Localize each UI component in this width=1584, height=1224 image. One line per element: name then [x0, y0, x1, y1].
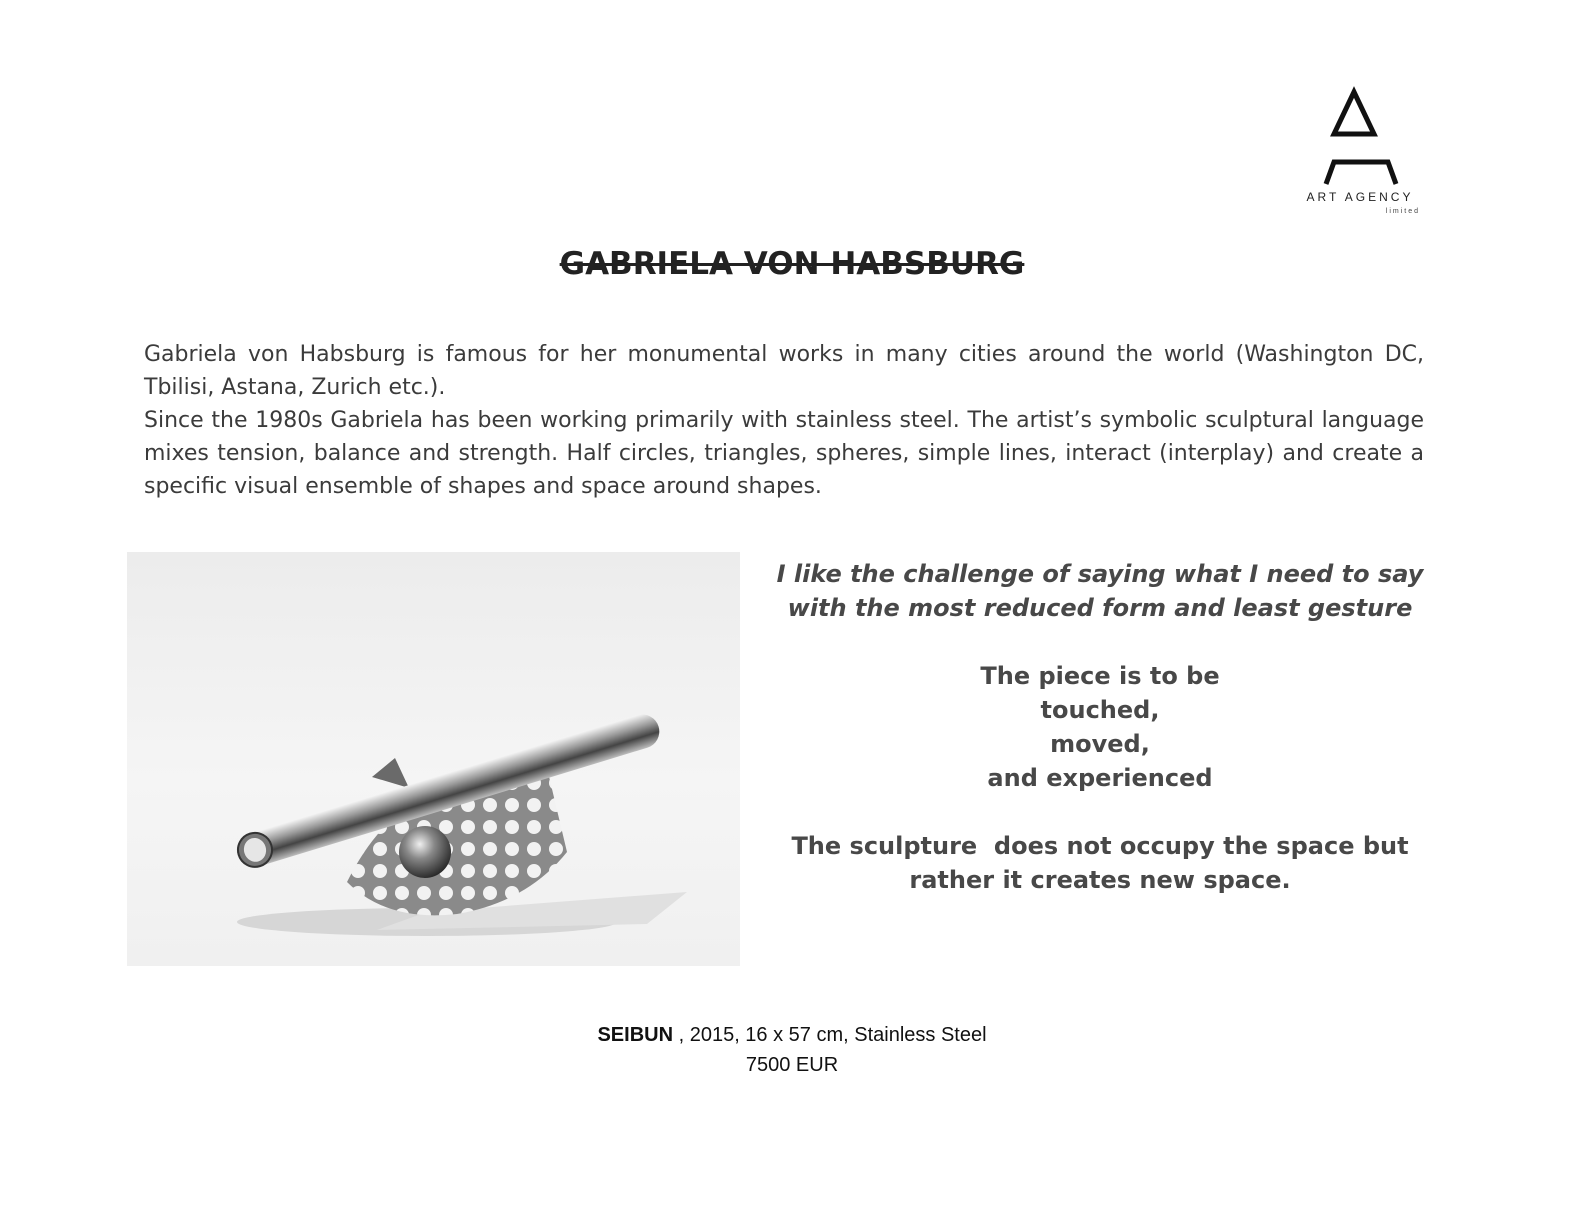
artwork-details [0, 1020, 1584, 1050]
artwork-specs: , 2015, 16 x 57 cm, Stainless Steel [673, 1024, 987, 1046]
intro-text [144, 338, 1424, 503]
intro-paragraph: Gabriela von Habsburg is famous for her monumental works in many cities around the world (Washington DC, Tbilisi, Astana, Zurich etc.). [144, 342, 1424, 400]
artwork-price: 7500 EUR [745, 1054, 839, 1076]
artist-quote [770, 557, 1430, 897]
quote-line: rather it creates new space. [909, 866, 1291, 894]
quote-line: I like the challenge of saying what I need to say [776, 560, 1424, 588]
art-agency-logo [1300, 86, 1430, 222]
quote-line: with the most reduced form and least gesture [787, 594, 1413, 622]
triangle-logo-icon [1300, 86, 1420, 186]
logo-subtitle: limited [1385, 208, 1420, 215]
artwork-name: SEIBUN [597, 1024, 674, 1046]
sculpture-photo [127, 552, 740, 966]
intro-paragraph: Since the 1980s Gabriela has been working primarily with stainless steel. The artist’s symbolic sculptural language mixes tension, balance and strength. Half circles, triangles, spheres, simple lines, interact (interplay) and create a specific visual ensemble of shapes and space around shapes. [144, 408, 1424, 499]
artwork-caption [0, 1020, 1584, 1080]
quote-line: moved, [1050, 730, 1150, 758]
sculpture-illustration [127, 552, 740, 966]
page-title: GABRIELA VON HABSBURG [559, 246, 1025, 282]
quote-line: touched, [1040, 696, 1160, 724]
logo-name: ART AGENCY [1306, 190, 1414, 204]
quote-line: The sculpture does not occupy the space but [791, 832, 1409, 860]
quote-line: The piece is to be [980, 662, 1220, 690]
quote-line: and experienced [987, 764, 1213, 792]
